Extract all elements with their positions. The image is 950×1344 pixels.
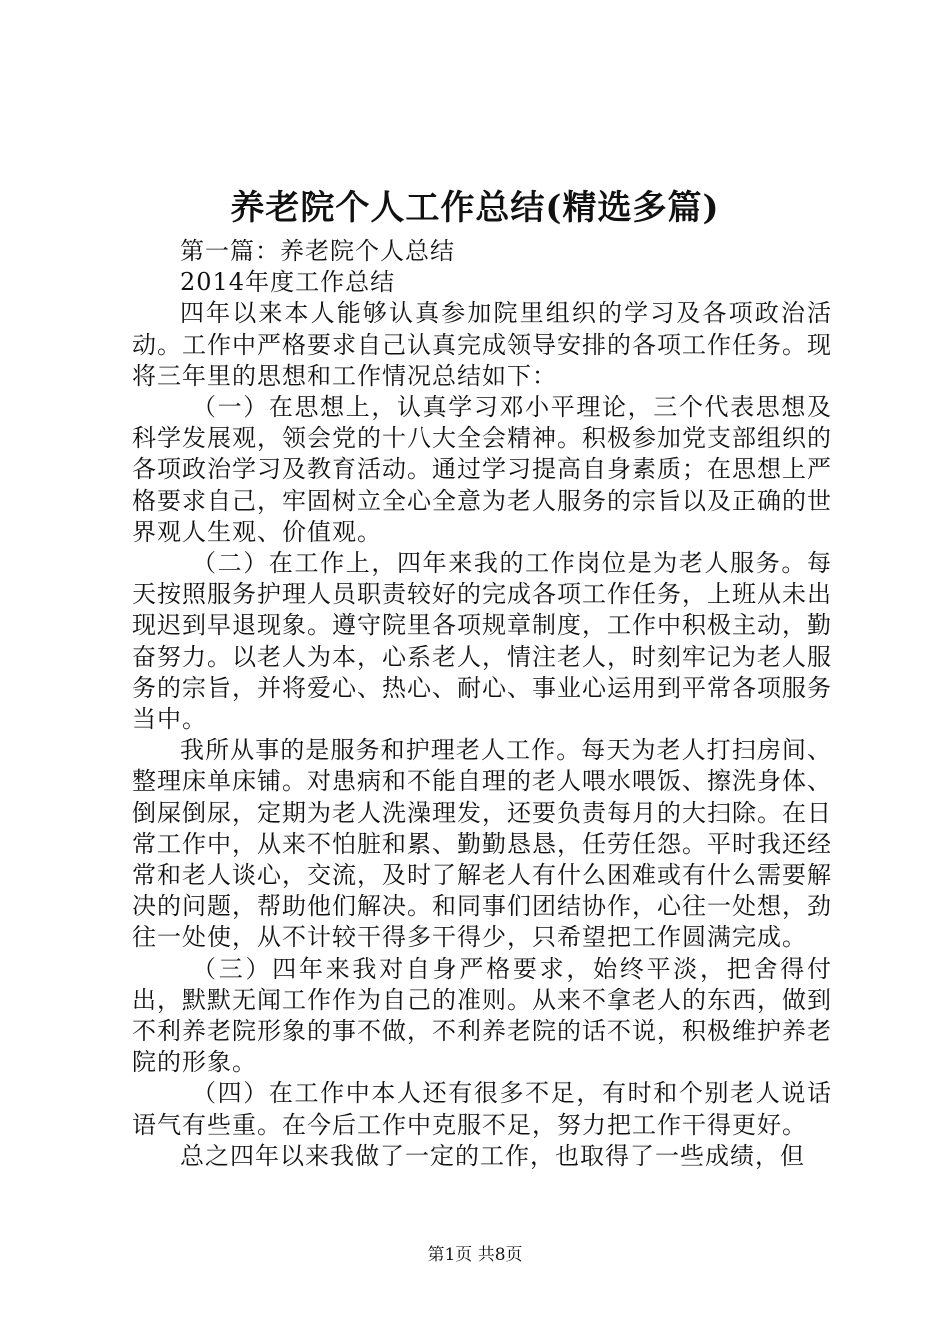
document-body (132, 236, 832, 1172)
document-title: 养老院个人工作总结(精选多篇) (230, 188, 720, 228)
paragraph-conclusion: 总之四年以来我做了一定的工作，也取得了一些成绩，但 (180, 1141, 805, 1170)
paragraph-work: （二）在工作上，四年来我的工作岗位是为老人服务。每天按照服务护理人员职责较好的完成各项工作任务，上班从未出现迟到早退现象。遵守院里各项规章制度，工作中积极主动，勤奋努力。以老人为本，心系老人，情注老人，时刻牢记为老人服务的宗旨，并将爱心、热心、耐心、事业心运用到平常各项服务当中。 (132, 549, 832, 734)
paragraph-intro: 四年以来本人能够认真参加院里组织的学习及各项政治活动。工作中严格要求自己认真完成领导安排的各项工作任务。现将三年里的思想和工作情况总结如下： (132, 299, 832, 390)
paragraph-discipline: （三）四年来我对自身严格要求，始终平淡，把舍得付出，默默无闻工作作为自己的准则。从来不拿老人的东西，做到不利养老院形象的事不做，不利养老院的话不说，积极维护养老院的形象。 (132, 954, 832, 1077)
section-subheading: 2014年度工作总结 (180, 268, 396, 297)
paragraph-service: 我所从事的是服务和护理老人工作。每天为老人打扫房间、整理床单床铺。对患病和不能自理的老人喂水喂饭、擦洗身体、倒屎倒尿，定期为老人洗澡理发，还要负责每月的大扫除。在日常工作中，从来不怕脏和累、勤勤恳恳，任劳任怨。平时我还经常和老人谈心，交流，及时了解老人有什么困难或有什么需要解决的问题，帮助他们解决。和同事们团结协作，心往一处想，劲往一处使，从不计较干得多干得少，只希望把工作圆满完成。 (132, 736, 832, 952)
paragraph-shortcomings: （四）在工作中本人还有很多不足，有时和个别老人说话语气有些重。在今后工作中克服不足，努力把工作干得更好。 (132, 1079, 832, 1139)
section-heading: 第一篇：养老院个人总结 (180, 237, 455, 265)
paragraph-thought: （一）在思想上，认真学习邓小平理论，三个代表思想及科学发展观，领会党的十八大全会精神。积极参加党支部组织的各项政治学习及教育活动。通过学习提高自身素质；在思想上严格要求自己，牢固树立全心全意为老人服务的宗旨以及正确的世界观人生观、价值观。 (132, 393, 832, 546)
page-number: 第1页 共8页 (427, 1245, 523, 1265)
